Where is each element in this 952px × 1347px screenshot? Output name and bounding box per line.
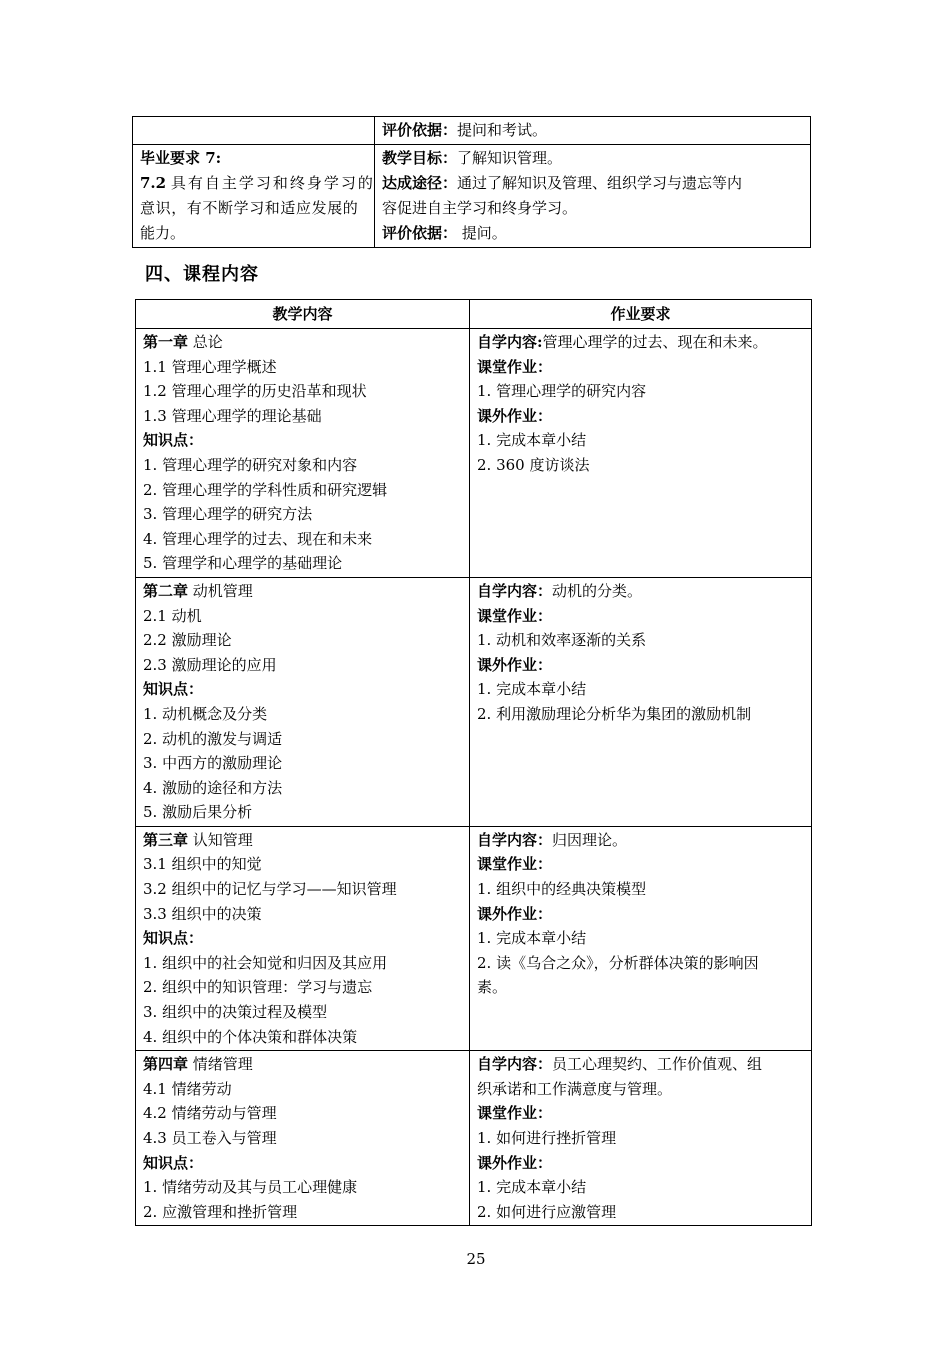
eval-text: 提问和考试。 (457, 121, 548, 139)
goal-label: 教学目标： (382, 149, 458, 167)
section-item: 4.3 员工卷入与管理 (143, 1129, 277, 1147)
chapter-title: 第三章 (143, 830, 189, 849)
course-content-table (135, 299, 812, 1226)
knowledge-point: 1. 管理心理学的研究对象和内容 (143, 455, 358, 474)
requirement-text-line: 意识，有不断学习和适应发展的 (140, 199, 359, 217)
homework-cell (470, 577, 812, 826)
knowledge-point: 3. 中西方的激励理论 (143, 754, 283, 773)
requirement-title: 毕业要求 7: (140, 149, 222, 167)
eval-label: 评价依据： (382, 121, 458, 139)
requirement-number: 7.2 (140, 174, 167, 192)
class-work-item: 1. 管理心理学的研究内容 (477, 382, 647, 401)
table-row (136, 826, 812, 1050)
chapter-name: 动机管理 (192, 581, 253, 600)
table-cell (375, 117, 811, 145)
knowledge-point: 3. 组织中的决策过程及模型 (143, 1003, 328, 1022)
homework-item: 2. 利用激励理论分析华为集团的激励机制 (477, 704, 752, 723)
class-work-label: 课堂作业： (477, 357, 553, 376)
objective-cell (375, 145, 811, 248)
knowledge-points-label: 知识点： (143, 929, 204, 948)
homework-item: 1. 完成本章小结 (477, 929, 587, 948)
graduation-requirement-table (132, 116, 811, 248)
homework-label: 课外作业： (477, 655, 553, 674)
self-study-label: 自学内容： (477, 581, 553, 600)
class-work-label: 课堂作业： (477, 1104, 553, 1123)
requirement-cell (133, 145, 375, 248)
homework-item: 2. 读《乌合之众》，分析群体决策的影响因 (477, 953, 759, 972)
self-study-text: 员工心理契约、工作价值观、组 (552, 1055, 763, 1074)
section-item: 1.2 管理心理学的历史沿革和现状 (143, 382, 367, 401)
class-work-item: 1. 如何进行挫折管理 (477, 1129, 617, 1147)
homework-item: 2. 360 度访谈法 (477, 455, 590, 474)
chapter-name: 认知管理 (192, 830, 253, 849)
homework-item: 1. 完成本章小结 (477, 1178, 587, 1197)
goal-text: 了解知识管理。 (457, 149, 563, 167)
teaching-content-cell (136, 577, 470, 826)
path-text: 通过了解知识及管理、组织学习与遗忘等内 (457, 174, 743, 192)
class-work-item: 1. 组织中的经典决策模型 (477, 880, 647, 899)
knowledge-point: 2. 动机的激发与调适 (143, 729, 283, 748)
eval-text: 提问。 (457, 224, 507, 242)
knowledge-point: 2. 应激管理和挫折管理 (143, 1202, 298, 1221)
knowledge-point: 4. 组织中的个体决策和群体决策 (143, 1027, 358, 1046)
column-header: 作业要求 (470, 300, 812, 329)
column-header: 教学内容 (136, 300, 470, 329)
self-study-text: 管理心理学的过去、现在和未来。 (542, 333, 768, 351)
section-item: 2.2 激励理论 (143, 631, 232, 650)
section-item: 1.1 管理心理学概述 (143, 357, 277, 376)
table-row (133, 145, 811, 248)
homework-item: 1. 完成本章小结 (477, 680, 587, 699)
knowledge-point: 4. 管理心理学的过去、现在和未来 (143, 529, 373, 548)
chapter-name: 总论 (192, 333, 223, 351)
table-row (136, 1051, 812, 1226)
self-study-text: 归因理论。 (552, 830, 628, 849)
knowledge-point: 5. 激励后果分析 (143, 803, 253, 822)
table-header-row (136, 300, 812, 329)
class-work-item: 1. 动机和效率逐渐的关系 (477, 631, 647, 650)
section-item: 1.3 管理心理学的理论基础 (143, 406, 322, 425)
knowledge-point: 2. 管理心理学的学科性质和研究逻辑 (143, 480, 388, 499)
section-item: 2.3 激励理论的应用 (143, 655, 277, 674)
knowledge-point: 3. 管理心理学的研究方法 (143, 505, 313, 524)
table-row (136, 577, 812, 826)
knowledge-points-label: 知识点： (143, 680, 204, 699)
knowledge-point: 2. 组织中的知识管理：学习与遗忘 (143, 978, 373, 997)
eval-label: 评价依据： (382, 224, 458, 242)
table-row (136, 329, 812, 578)
self-study-text: 动机的分类。 (552, 581, 643, 600)
class-work-label: 课堂作业： (477, 606, 553, 625)
homework-cell (470, 329, 812, 578)
homework-label: 课外作业： (477, 406, 553, 425)
path-text: 容促进自主学习和终身学习。 (382, 199, 578, 217)
homework-label: 课外作业： (477, 904, 553, 923)
section-item: 2.1 动机 (143, 606, 202, 625)
homework-label: 课外作业： (477, 1153, 553, 1172)
section-item: 3.1 组织中的知觉 (143, 855, 262, 874)
section-item: 3.3 组织中的决策 (143, 904, 262, 923)
homework-item: 1. 完成本章小结 (477, 431, 587, 450)
section-item: 4.2 情绪劳动与管理 (143, 1104, 277, 1123)
homework-cell (470, 1051, 812, 1226)
section-heading: 四、课程内容 (145, 264, 259, 285)
chapter-name: 情绪管理 (192, 1055, 253, 1074)
section-item: 4.1 情绪劳动 (143, 1079, 232, 1098)
path-label: 达成途径： (382, 174, 458, 192)
teaching-content-cell (136, 1051, 470, 1226)
teaching-content-cell (136, 329, 470, 578)
self-study-label: 自学内容： (477, 830, 553, 849)
knowledge-point: 1. 情绪劳动及其与员工心理健康 (143, 1178, 358, 1197)
knowledge-points-label: 知识点： (143, 1153, 204, 1172)
knowledge-points-label: 知识点： (143, 431, 204, 450)
knowledge-point: 5. 管理学和心理学的基础理论 (143, 554, 343, 573)
self-study-label: 自学内容: (477, 333, 543, 351)
chapter-title: 第一章 (143, 333, 189, 351)
knowledge-point: 1. 动机概念及分类 (143, 704, 268, 723)
homework-cell (470, 826, 812, 1050)
requirement-text-line: 能力。 (140, 224, 186, 242)
self-study-label: 自学内容： (477, 1055, 553, 1074)
page-number: 25 (466, 1250, 486, 1268)
self-study-text: 织承诺和工作满意度与管理。 (477, 1079, 673, 1098)
teaching-content-cell (136, 826, 470, 1050)
knowledge-point: 4. 激励的途径和方法 (143, 778, 283, 797)
knowledge-point: 1. 组织中的社会知觉和归因及其应用 (143, 953, 388, 972)
section-item: 3.2 组织中的记忆与学习——知识管理 (143, 880, 397, 899)
class-work-label: 课堂作业： (477, 855, 553, 874)
table-cell (133, 117, 375, 145)
chapter-title: 第四章 (143, 1055, 189, 1074)
requirement-text-line: 具有自主学习和终身学习的 (170, 174, 375, 192)
homework-item: 2. 如何进行应激管理 (477, 1202, 617, 1221)
homework-item: 素。 (477, 978, 508, 997)
chapter-title: 第二章 (143, 581, 189, 600)
table-row (133, 117, 811, 145)
